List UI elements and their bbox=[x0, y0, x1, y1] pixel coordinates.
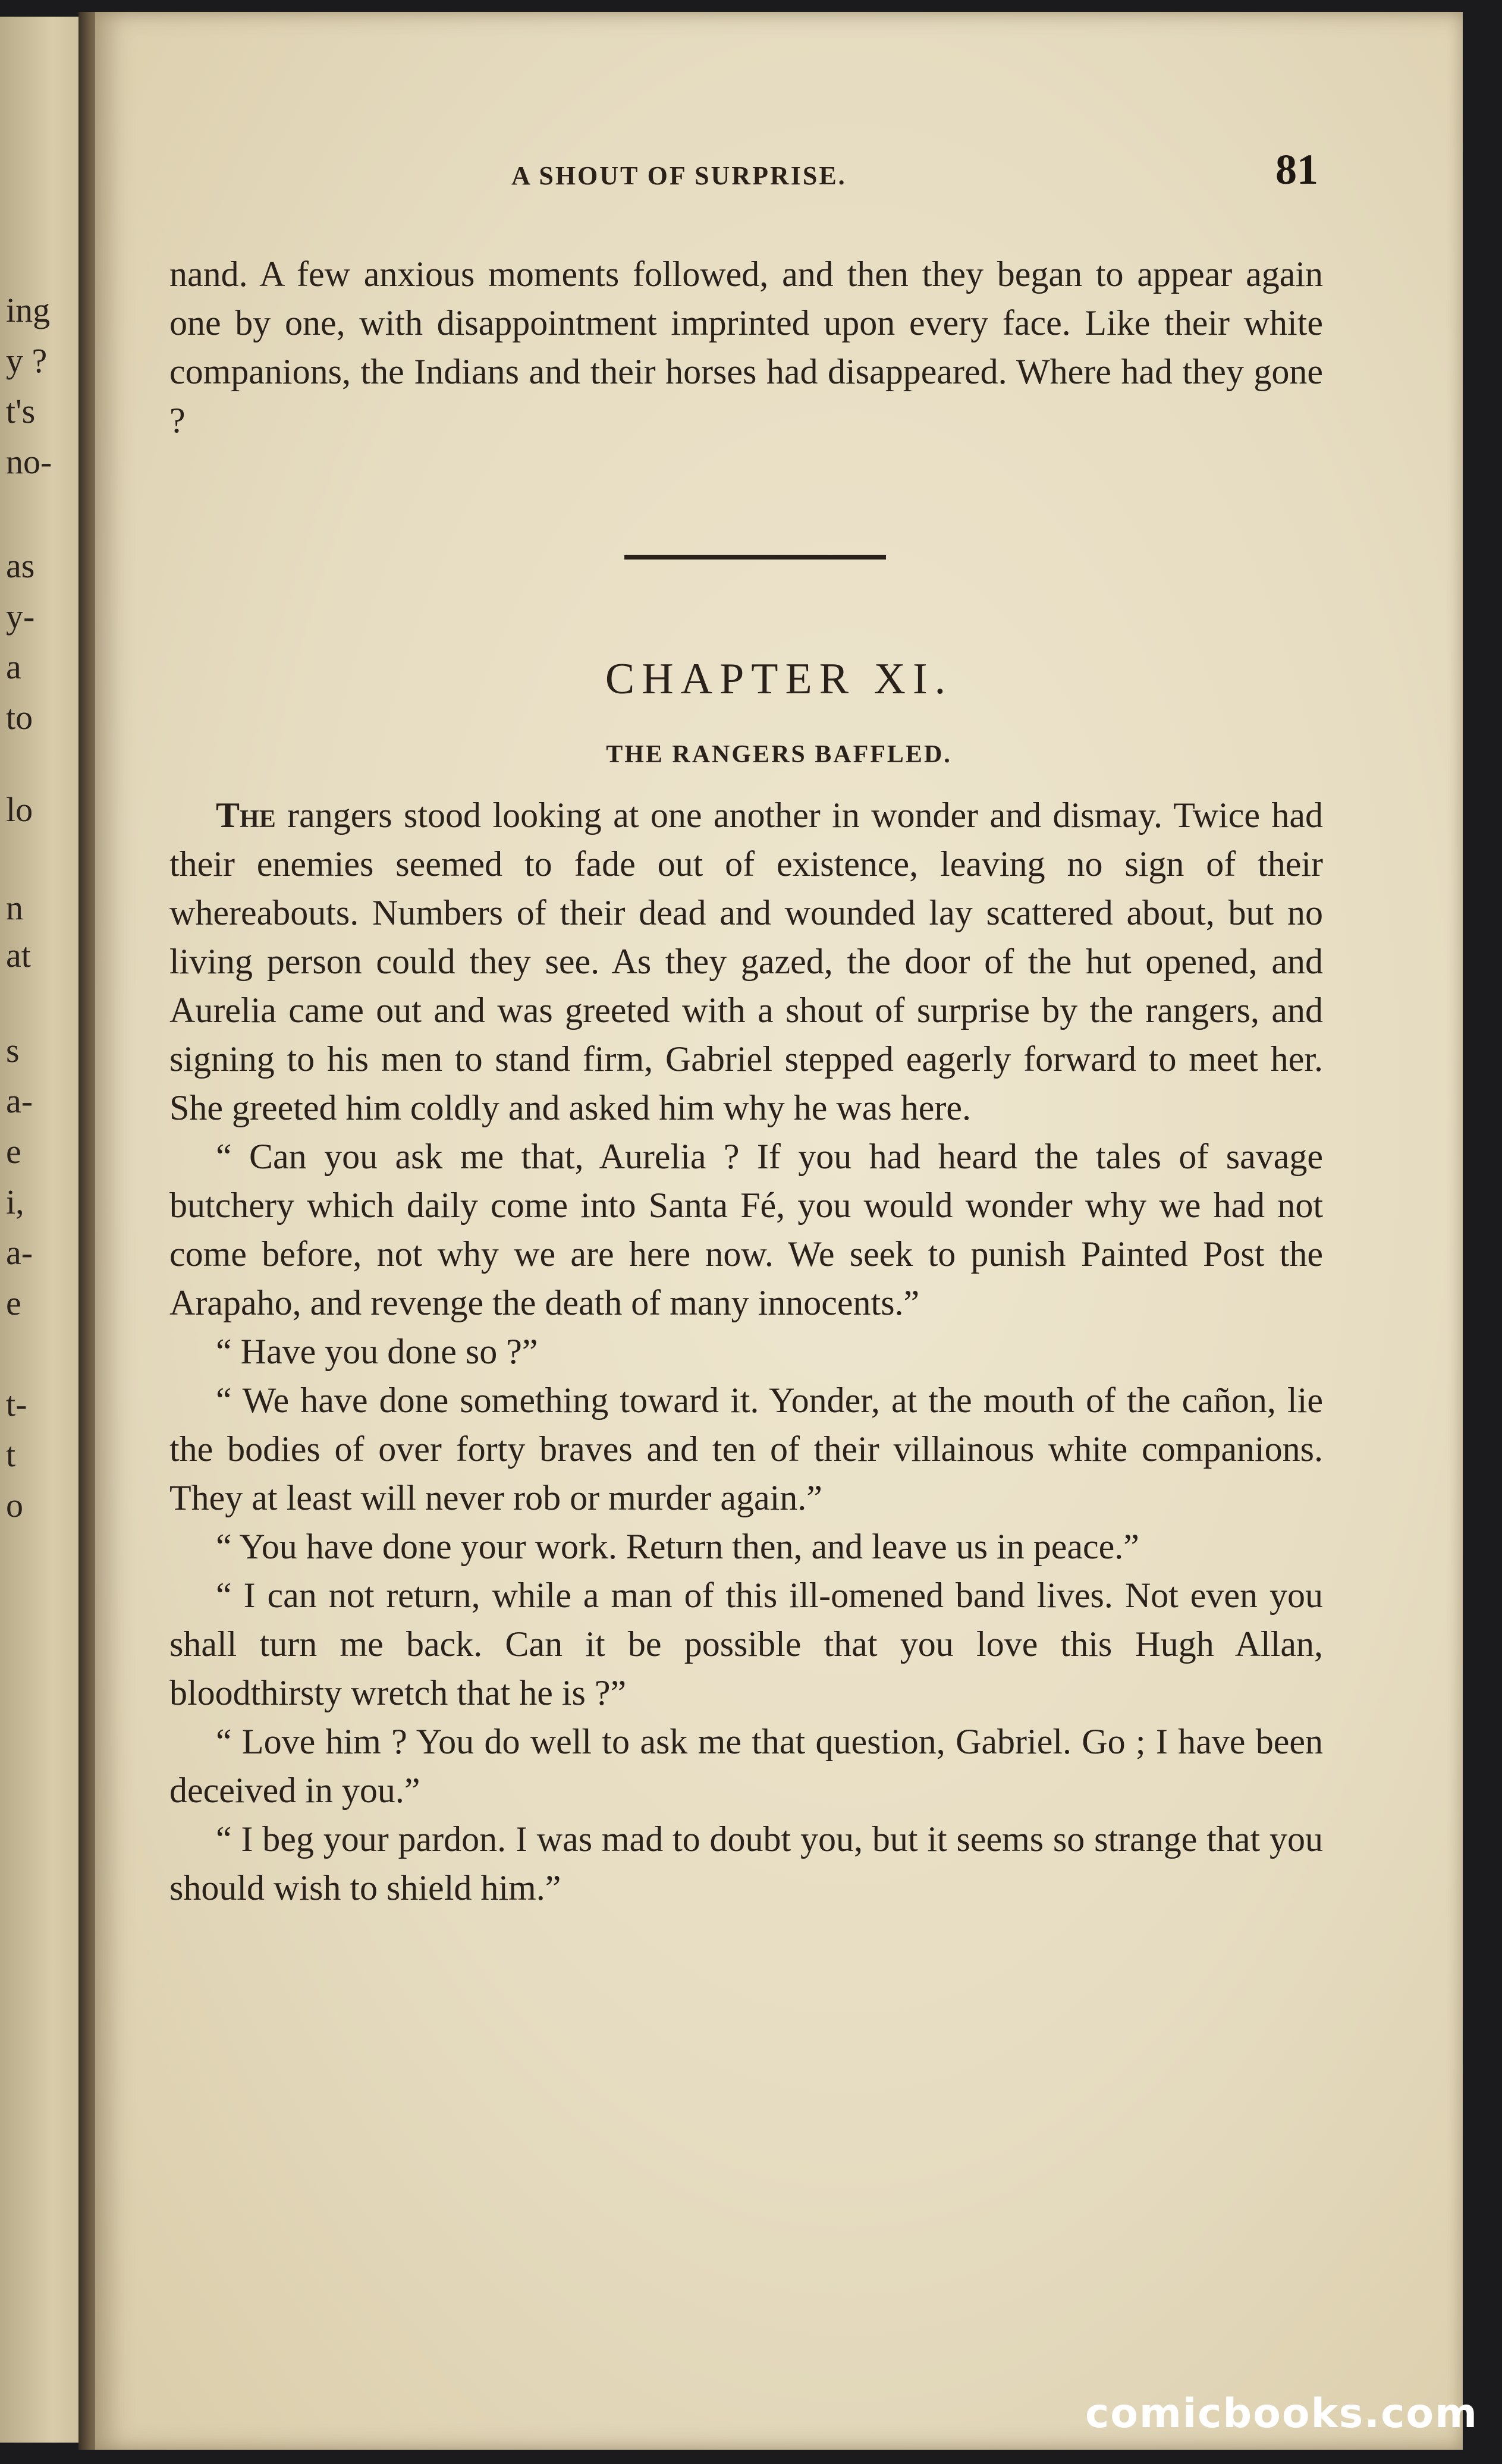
facing-page-text-fragment: a bbox=[6, 648, 21, 686]
facing-page-text-fragment: y ? bbox=[6, 341, 48, 380]
facing-page-text-fragment: t- bbox=[6, 1385, 27, 1423]
site-watermark: comicbooks.com bbox=[1085, 2390, 1478, 2437]
facing-page-text-fragment: e bbox=[6, 1284, 21, 1322]
facing-page-text-fragment: i, bbox=[6, 1183, 24, 1221]
running-head: A SHOUT OF SURPRISE. bbox=[511, 161, 847, 190]
facing-page-text-fragment: lo bbox=[6, 790, 33, 829]
chapter-body bbox=[169, 791, 1323, 1912]
body-paragraph: “ We have done something toward it. Yonder, at the mouth of the cañon, lie the bodies of over forty braves and ten of their villainous white companions. They at least will never rob or murder again.” bbox=[169, 1381, 1323, 1517]
facing-page-text-fragment: as bbox=[6, 546, 35, 585]
body-paragraph: The rangers stood looking at one another in wonder and dismay. Twice had their enemies seemed to fade out of existence, leaving no sign of their whereabouts. Numbers of their dead and wounded lay scattered about, but no living person could they see. As they gazed, the door of the hut opened, and Aurelia came out and was greeted with a shout of surprise by the rangers, and signing to his men to stand firm, Gabriel stepped eagerly forward to meet her. She greeted him coldly and asked him why he was here. bbox=[169, 796, 1323, 1127]
facing-page-text-fragment: t's bbox=[6, 392, 36, 430]
facing-page-text-fragment: a- bbox=[6, 1233, 33, 1272]
facing-page-text-fragment: y- bbox=[6, 597, 35, 636]
body-paragraph: “ I can not return, while a man of this ill-omened band lives. Not even you shall turn me back. Can it be possible that you love this Hugh Allan, bloodthirsty wretch that he is ?” bbox=[169, 1576, 1323, 1712]
facing-page-fragment bbox=[0, 17, 89, 2443]
section-divider bbox=[624, 555, 886, 560]
facing-page-text-fragment: s bbox=[6, 1031, 20, 1070]
facing-page-text-fragment: e bbox=[6, 1132, 21, 1171]
drop-lead-word: The bbox=[216, 796, 276, 835]
body-paragraph: “ Have you done so ?” bbox=[216, 1332, 538, 1371]
facing-page-text-fragment: at bbox=[6, 936, 31, 975]
body-paragraph: “ Can you ask me that, Aurelia ? If you had heard the tales of savage butchery which daily come into Santa Fé, you would wonder why we had not come before, not why we are here now. We seek to punish Painted Post the Arapaho, and revenge the death of many innocents.” bbox=[169, 1137, 1323, 1322]
facing-page-text-fragment: ing bbox=[6, 291, 51, 329]
facing-page-text-fragment: t bbox=[6, 1435, 16, 1474]
facing-page-text-fragment: a- bbox=[6, 1082, 33, 1120]
facing-page-text-fragment: n bbox=[6, 888, 23, 927]
body-paragraph: “ I beg your pardon. I was mad to doubt you, but it seems so strange that you should wish to shield him.” bbox=[169, 1819, 1323, 1907]
opening-paragraph: nand. A few anxious moments followed, and then they began to appear again one by one, with disappointment imprinted upon every face. Like their white companions, the Indians and their horses had disappeared. Where had they gone ? bbox=[169, 254, 1323, 440]
facing-page-text-fragment: to bbox=[6, 698, 33, 737]
facing-page-text-fragment: o bbox=[6, 1486, 23, 1525]
facing-page-text-fragment: no- bbox=[6, 442, 52, 481]
chapter-subtitle: THE RANGERS BAFFLED. bbox=[606, 741, 952, 768]
body-paragraph: “ Love him ? You do well to ask me that question, Gabriel. Go ; I have been deceived in you.” bbox=[169, 1722, 1323, 1810]
opening-paragraph-block bbox=[169, 250, 1323, 445]
chapter-title: CHAPTER XI. bbox=[605, 655, 953, 703]
page-number: 81 bbox=[1275, 146, 1318, 193]
book-page bbox=[95, 12, 1463, 2450]
body-paragraph: “ You have done your work. Return then, and leave us in peace.” bbox=[216, 1527, 1139, 1566]
